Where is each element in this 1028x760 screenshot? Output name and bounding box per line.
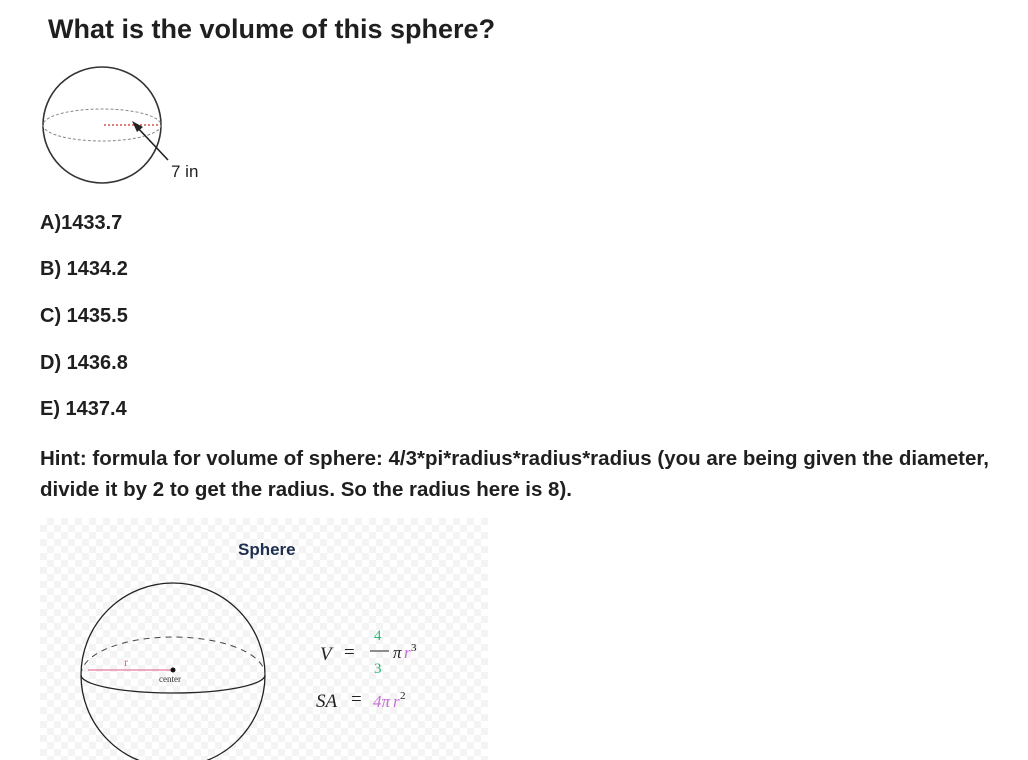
arrow-head — [132, 121, 143, 132]
option-b[interactable]: B) 1434.2 — [40, 258, 128, 280]
volume-exp: 3 — [411, 642, 417, 654]
volume-denominator: 3 — [374, 661, 382, 677]
volume-pi: π — [393, 643, 402, 662]
sphere-figure — [40, 60, 220, 195]
reference-panel — [40, 518, 488, 760]
option-c[interactable]: C) 1435.5 — [40, 305, 128, 327]
volume-eq: = — [344, 642, 355, 663]
volume-r: r — [404, 643, 411, 662]
area-coef: 4π — [373, 692, 391, 711]
sphere-equator — [43, 109, 161, 141]
sphere-outline — [43, 67, 161, 183]
volume-lhs: V — [320, 644, 332, 665]
center-label: center — [159, 674, 181, 684]
area-lhs: SA — [316, 691, 338, 712]
area-eq: = — [351, 689, 362, 710]
area-r: r — [393, 692, 400, 711]
panel-title: Sphere — [238, 540, 296, 559]
dimension-label: 7 in — [171, 162, 199, 181]
radius-label: r — [124, 655, 128, 669]
volume-numerator: 4 — [374, 628, 382, 644]
hint-text: Hint: formula for volume of sphere: 4/3*pi*radius*radius*radius (you are being given the diameter, divide it by 2 to get the radius. So the radius here is 8). — [40, 447, 989, 501]
area-exp: 2 — [400, 690, 406, 702]
question-title: What is the volume of this sphere? — [48, 14, 496, 44]
option-e[interactable]: E) 1437.4 — [40, 398, 127, 420]
center-dot — [171, 668, 176, 673]
option-d[interactable]: D) 1436.8 — [40, 352, 128, 374]
option-a[interactable]: A)1433.7 — [40, 212, 123, 234]
reference-diagram — [40, 518, 488, 760]
